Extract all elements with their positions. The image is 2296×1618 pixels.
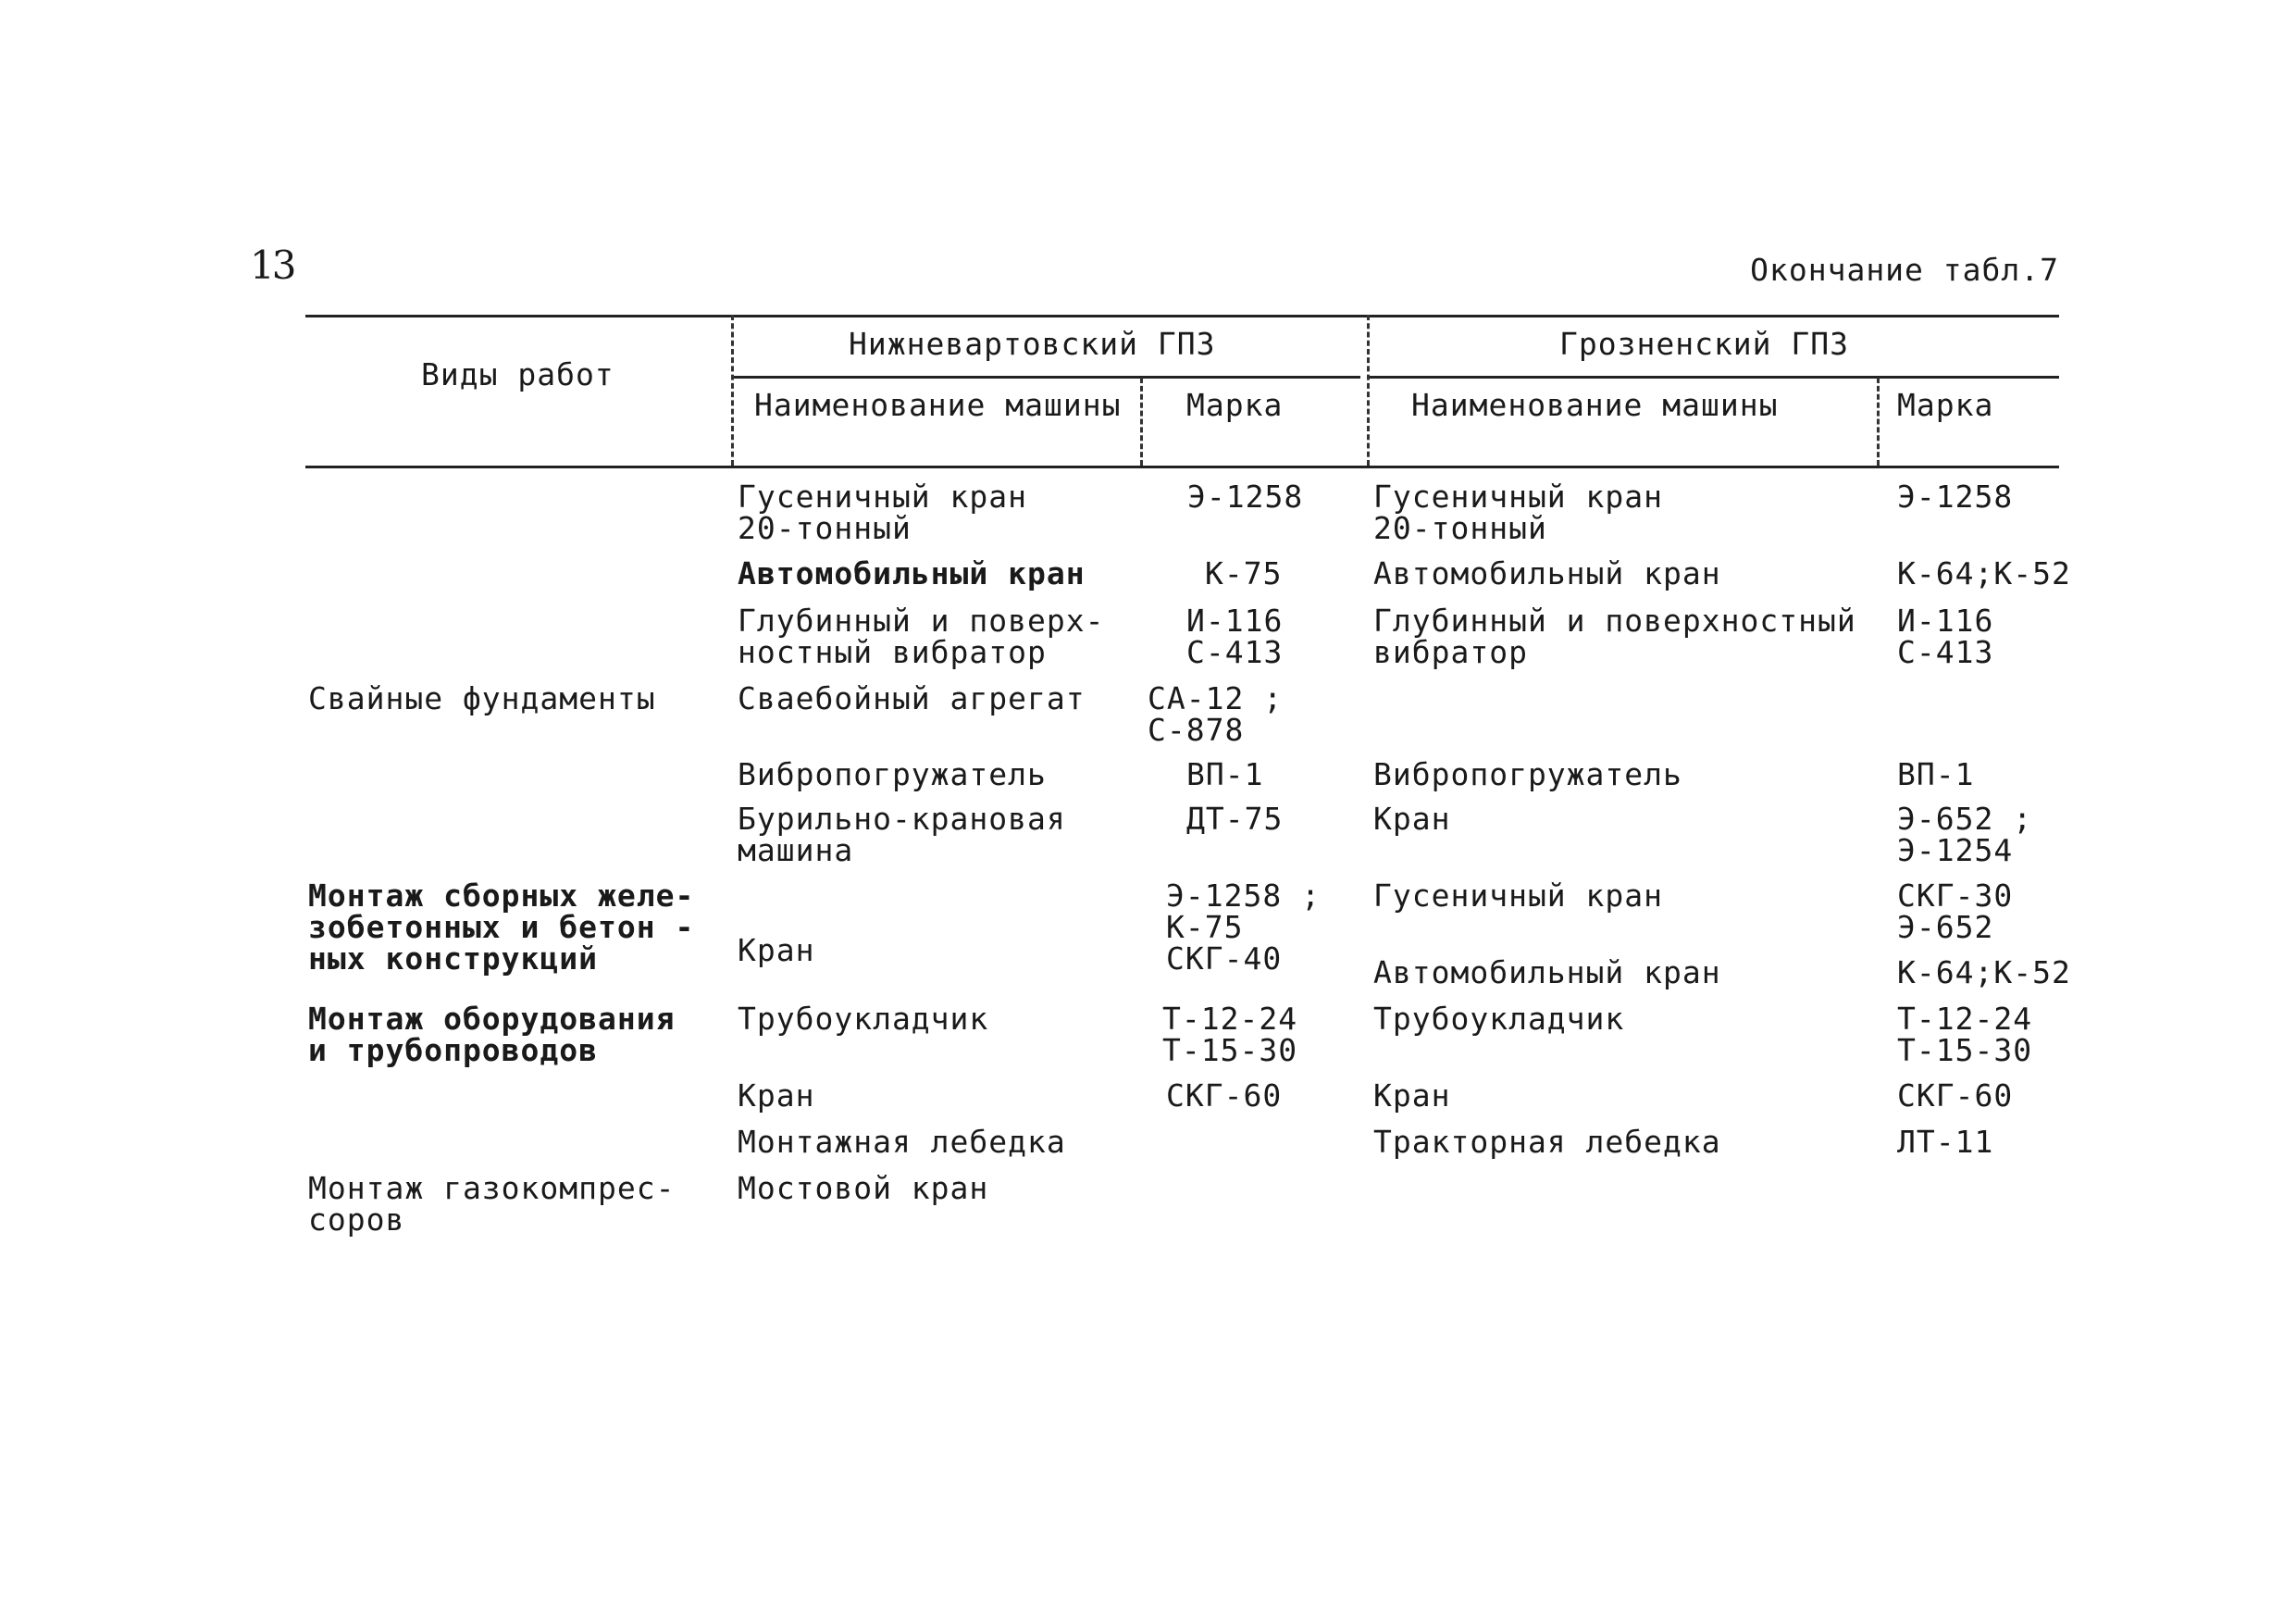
table-cell-m2: Кран xyxy=(1373,801,1451,837)
table-cell-work: Свайные фундаменты xyxy=(308,680,656,716)
table-cell-m2: Кран xyxy=(1373,1077,1451,1114)
table-cell-m1: Трубоукладчик xyxy=(738,1001,989,1037)
table-cell-b1: К-75 xyxy=(1205,555,1283,591)
col-divider-2 xyxy=(1140,378,1143,466)
table-cell-m2: Автомобильный кран xyxy=(1373,555,1721,591)
header-brand-2: Марка xyxy=(1897,387,1994,423)
table-cell-m2: Тракторная лебедка xyxy=(1373,1124,1721,1160)
table-cell-m1: Автомобильный кран xyxy=(738,555,1086,591)
header-bottom-rule xyxy=(305,466,2059,468)
table-cell-m1: Вибропогружатель xyxy=(738,756,1047,792)
table-cell-work: Монтаж оборудования и трубопроводов xyxy=(308,1001,676,1068)
table-cell-m2: Трубоукладчик xyxy=(1373,1001,1625,1037)
table-cell-b2: К-64;К-52 xyxy=(1897,954,2071,990)
header-mid-rule-right xyxy=(1370,376,2059,379)
table-cell-m2: Глубинный и поверхностный вибратор xyxy=(1373,603,1856,670)
table-cell-m1: Сваебойный агрегат xyxy=(738,680,1086,716)
table-cell-b1: И-116 С-413 xyxy=(1186,603,1284,670)
table-cell-work: Монтаж сборных желе- зобетонных и бетон - ных конструкций xyxy=(308,877,695,977)
header-machine-name-1: Наименование машины xyxy=(754,387,1122,423)
table-cell-m1: Монтажная лебедка xyxy=(738,1124,1066,1160)
table-cell-b2: СКГ-30 Э-652 xyxy=(1897,877,2014,945)
table-cell-b1: Э-1258 xyxy=(1187,479,1304,515)
page-number: 13 xyxy=(250,243,294,288)
table-cell-work: Монтаж газокомпрес- соров xyxy=(308,1170,676,1238)
table-cell-b2: ЛТ-11 xyxy=(1897,1124,1994,1160)
col-divider-4 xyxy=(1877,378,1880,466)
table-cell-m1: Гусеничный кран 20-тонный xyxy=(738,479,1028,546)
table-top-rule xyxy=(305,315,2059,317)
table-cell-b1: СКГ-60 xyxy=(1166,1077,1283,1114)
table-cell-b2: Э-652 ; Э-1254 xyxy=(1897,801,2033,868)
col-divider-1 xyxy=(731,315,734,466)
table-cell-m2: Вибропогружатель xyxy=(1373,756,1682,792)
table-cell-b2: ВП-1 xyxy=(1897,756,1975,792)
header-plant-grozny: Грозненский ГПЗ xyxy=(1559,326,1850,362)
table-cell-b1: ВП-1 xyxy=(1186,756,1264,792)
header-brand-1: Марка xyxy=(1186,387,1284,423)
table-cell-b1: СА-12 ; С-878 xyxy=(1148,680,1284,748)
col-divider-3 xyxy=(1367,315,1370,466)
table-cell-b2: К-64;К-52 xyxy=(1897,555,2071,591)
table-cell-m1: Бурильно-крановая машина xyxy=(738,801,1066,868)
header-mid-rule-left xyxy=(733,376,1360,379)
header-machine-name-2: Наименование машины xyxy=(1411,387,1779,423)
table-caption: Окончание табл.7 xyxy=(1750,252,2059,288)
table-cell-b2: И-116 С-413 xyxy=(1897,603,1994,670)
table-cell-m2: Автомобильный кран xyxy=(1373,954,1721,990)
table-cell-m1: Глубинный и поверх- ностный вибратор xyxy=(738,603,1105,670)
table-cell-m1: Кран xyxy=(738,1077,815,1114)
table-cell-b2: Э-1258 xyxy=(1897,479,2014,515)
table-cell-b2: Т-12-24 Т-15-30 xyxy=(1897,1001,2033,1068)
table-cell-b1: Э-1258 ; К-75 СКГ-40 xyxy=(1166,877,1321,977)
table-cell-m1: Кран xyxy=(738,932,815,968)
table-cell-b2: СКГ-60 xyxy=(1897,1077,2014,1114)
header-work-types: Виды работ xyxy=(421,356,614,392)
table-cell-b1: ДТ-75 xyxy=(1186,801,1284,837)
table-cell-m2: Гусеничный кран 20-тонный xyxy=(1373,479,1664,546)
table-cell-m1: Мостовой кран xyxy=(738,1170,989,1206)
table-cell-m2: Гусеничный кран xyxy=(1373,877,1664,914)
table-cell-b1: Т-12-24 Т-15-30 xyxy=(1162,1001,1298,1068)
header-plant-nizhnevartovsk: Нижневартовский ГПЗ xyxy=(849,326,1216,362)
